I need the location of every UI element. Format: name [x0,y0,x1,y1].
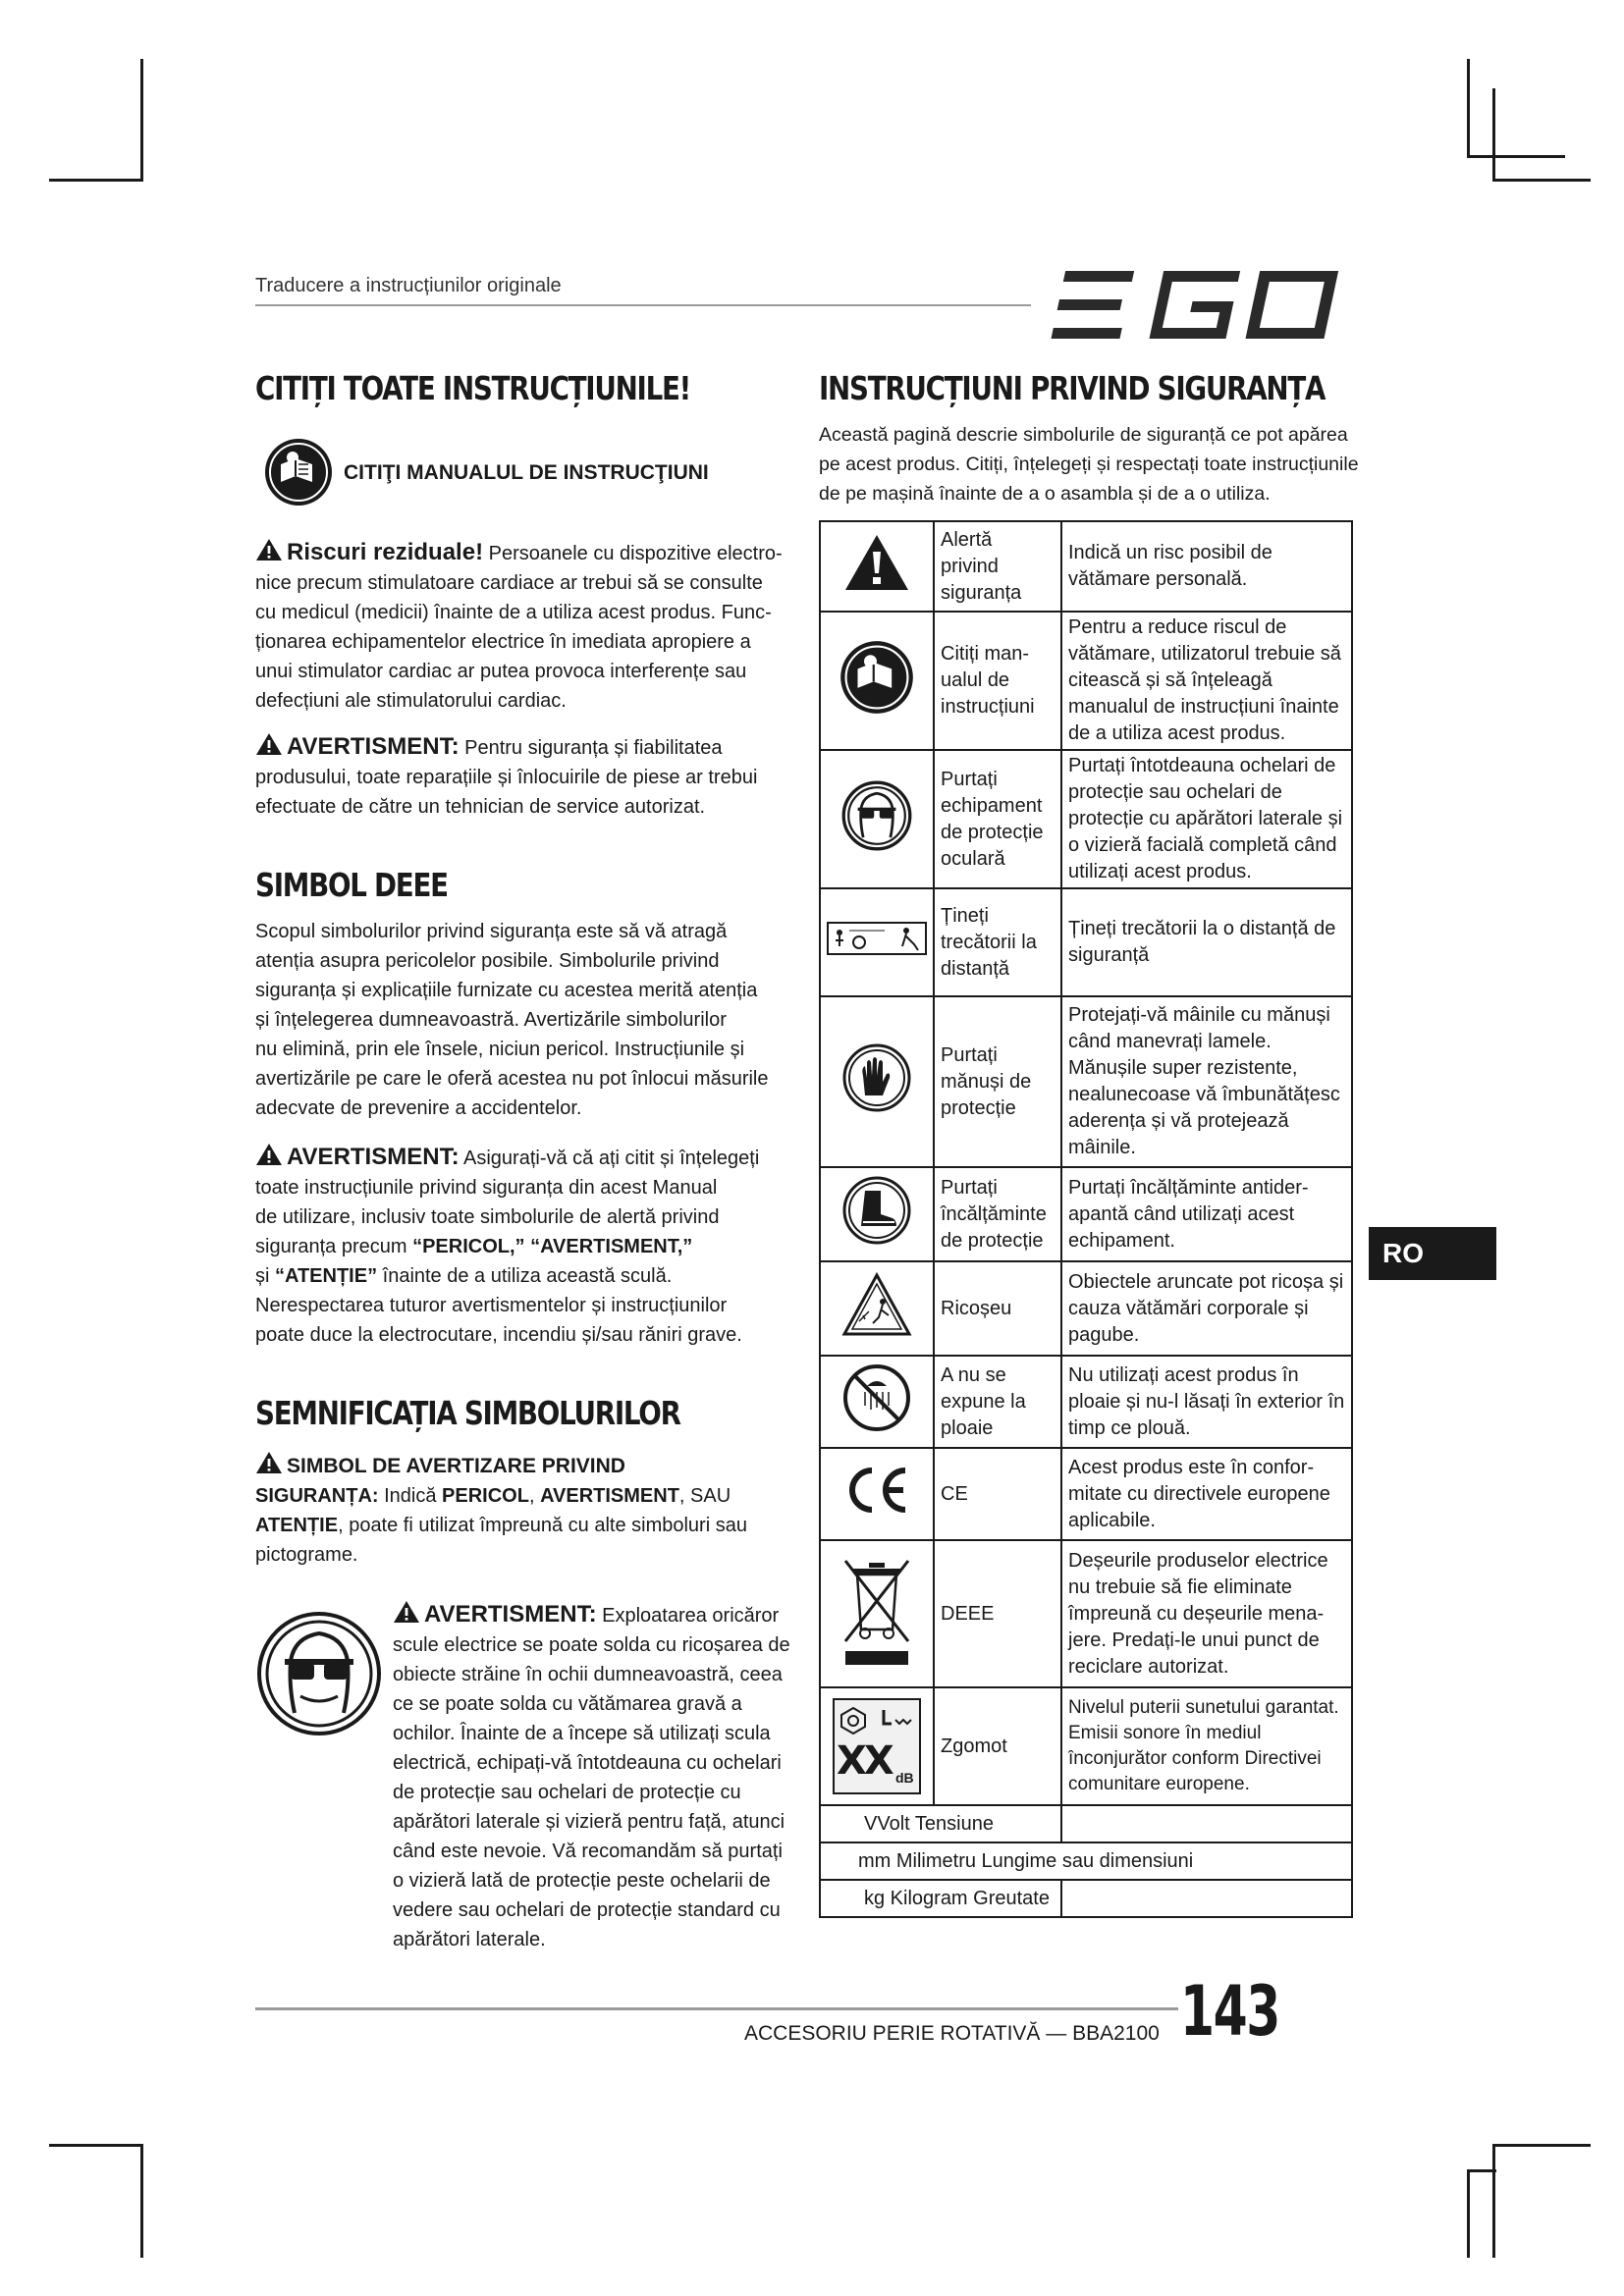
warning-triangle-icon [255,1143,283,1166]
eye-protection-icon [841,780,912,851]
icon-cell [820,996,934,1167]
warning-triangle-icon [255,1451,283,1474]
symbol-description: Țineți trecătorii la o distanță de siguranță [1061,888,1352,996]
keep-bystanders-away-icon [826,919,928,958]
noise-hexagon-icon [839,1706,868,1735]
gloves-icon [841,1042,912,1113]
read-manual-label: CITIŢI MANUALUL DE INSTRUCŢIUNI [344,461,709,484]
icon-cell [820,750,934,888]
icon-cell [820,521,934,612]
unit-cell: VVolt Tensiune [820,1805,1061,1842]
safety-intro-paragraph: Această pagină descrie simbolurile de siguranță ce pot apărea pe acest produs. Citiți, înțelegeți și respectați toate instrucțiunile de pe mașină înainte de a o asambla și de a o utiliza. [819,424,1359,505]
ricochet-icon [841,1272,912,1337]
crop-mark [140,2144,143,2258]
noise-value: XX [837,1738,892,1784]
crop-mark [49,179,143,182]
crop-mark [1492,179,1591,182]
symbol-name: A nu se expune la ploaie [934,1356,1061,1448]
boots-icon [841,1175,912,1246]
crop-mark [49,2144,143,2147]
symbol-description: Protejați-vă mâinile cu mănuși când manevrați lamele. Mănușile super rezistente, nealunecoase vă îmbunătățesc aderența și vă protejează mâinile. [1061,996,1352,1167]
unit-cell: kg Kilogram Greutate [820,1880,1061,1917]
symbol-name: CE [934,1448,1061,1540]
table-row [820,1805,1352,1842]
icon-cell [820,888,934,996]
symbol-name: Alertă privind siguranța [934,521,1061,612]
safety-symbols-table [819,520,1353,1918]
symbol-name: Purtați mănuși de protecție [934,996,1061,1167]
eye-protection-icon [255,1610,383,1737]
footer-rule [255,2007,1178,2010]
symbol-description: Nivelul puterii sunetului garantat. Emisii sonore în mediul înconjurător conform Directivei comunitare europene. [1061,1687,1352,1805]
symbol-description: Pentru a reduce riscul de vătămare, utilizatorul trebuie să citească și să înțeleagă manualul de instrucțiuni înainte de a utiliza acest produs. [1061,612,1352,750]
table-row [820,1261,1352,1356]
symbol-description: Indică un risc posibil de vătămare personală. [1061,521,1352,612]
symbol-description: Purtați încălțăminte antider- apantă când utilizați acest echipament. [1061,1167,1352,1261]
table-row [820,750,1352,888]
warning-service-paragraph: AVERTISMENT: Pentru siguranța și fiabilitatea produsului, toate reparațiile și înlocuirile de piese ar trebui efectuate de către un tehnician de service autorizat. [255,733,758,818]
crop-mark [1467,155,1565,158]
symbol-name: Citiți man- ualul de instrucțiuni [934,612,1061,750]
header-subtitle: Traducere a instrucțiunilor originale [255,275,562,296]
heading-safety-instructions: INSTRUCȚIUNI PRIVIND SIGURANȚA [819,369,1326,407]
residual-risks-lead: Riscuri reziduale! [287,539,484,565]
lwa-label-icon [882,1708,913,1728]
deee-paragraph: Scopul simbolurilor privind siguranța este să vă atragă atenția asupra pericolelor posibile. Simbolurile privind siguranța și explicațiile furnizate cu acestea merită atenția și înțelegerea dumneavoastră. Avertizările simbolurilor nu elimină, prin ele însele, niciun pericol. Instrucțiunile și avertizările pe care le oferă acestea nu pot înlocui măsurile adecvate de prevenire a accidentelor. [255,921,769,1119]
table-row [820,996,1352,1167]
warning-lead: AVERTISMENT: [287,733,460,760]
warning-read-paragraph: AVERTISMENT: Asigurați-vă că ați citit și înțelegeți toate instrucțiunile privind siguranța din acest Manual de utilizare, inclusiv toate simbolurile de alertă privind siguranța precum “PERICOL,” “AVERTISMENT,” și “ATENȚIE” înainte de a utiliza această sculă. Nerespectarea tuturor avertismentelor și instrucțiunilor poate duce la electrocutare, incendiu și/sau răniri grave. [255,1144,760,1346]
language-tab: RO [1369,1227,1496,1280]
symbol-name: DEEE [934,1540,1061,1687]
no-rain-icon [841,1362,912,1433]
crop-mark [1492,2144,1591,2147]
icon-cell [820,1356,934,1448]
alert-symbol-heading: SIMBOL DE AVERTIZARE PRIVIND [287,1455,625,1477]
warning-eye-paragraph: AVERTISMENT: Exploatarea oricăror scule electrice se poate solda cu ricoșarea de obiecte străine în ochii dumneavoastră, ceea ce se poate solda cu vătămarea gravă a ochilor. Înainte de a începe să utilizați scula electrică, echipați-vă întotdeauna cu ochelari de protecție sau ochelari de protecție cu apărători laterale și vizieră pentru față, atunci când este nevoie. Vă recomandăm să purtați o vizieră lată de protecție peste ochelarii de vedere sau ochelari de protecție standard cu apărători laterale. [393,1601,790,1950]
symbol-name: Purtați echipament de protecție oculară [934,750,1061,888]
crop-mark [1467,59,1470,157]
weee-bin-icon [839,1551,914,1669]
residual-risks-paragraph: Riscuri reziduale! Persoanele cu dispozitive electro- nice precum stimulatoare cardiace ar trebui să se consulte cu medicul (medicii) înainte de a utiliza acest produs. Func- ționarea echipamentelor electrice în imediata apropiere a unui stimulator cardiac ar putea provoca interferențe sau defecțiuni ale stimulatorului cardiac. [255,539,783,712]
heading-symbol-meaning: SEMNIFICAȚIA SIMBOLURILOR [255,1394,680,1432]
table-row [820,1540,1352,1687]
icon-cell [820,612,934,750]
header-rule [255,304,1031,306]
symbol-description: Nu utilizați acest produs în ploaie și nu-l lăsați în exterior în timp ce plouă. [1061,1356,1352,1448]
heading-read-all-instructions: CITIȚI TOATE INSTRUCȚIUNILE! [255,369,691,407]
logo-text: EGO [1051,267,1054,268]
noise-level-icon [833,1698,921,1794]
table-row [820,1880,1352,1917]
table-row [820,1687,1352,1805]
icon-cell [820,1687,934,1805]
crop-mark [140,59,143,181]
ego-logo [1051,267,1355,344]
symbol-description: Purtați întotdeauna ochelari de protecție sau ochelari de protecție cu apărători laterale și o vizieră facială completă când utilizați acest produs. [1061,750,1352,888]
footer-product-title: ACCESORIU PERIE ROTATIVĂ — BBA2100 [744,2022,1160,2045]
icon-cell [820,1167,934,1261]
read-manual-icon [839,639,915,716]
noise-unit: dB [895,1770,914,1786]
table-row [820,1356,1352,1448]
table-row [820,1448,1352,1540]
symbol-name: Ricoșeu [934,1261,1061,1356]
symbol-name: Zgomot [934,1687,1061,1805]
symbol-description: Deșeurile produselor electrice nu trebuie să fie eliminate împreună cu deșeurile mena- jere. Predați-le unui punct de reciclare autorizat. [1061,1540,1352,1687]
warning-triangle-icon [393,1600,420,1624]
warning-lead: AVERTISMENT: [287,1144,460,1170]
alert-triangle-icon [842,532,911,593]
unit-cell: mm Milimetru Lungime sau dimensiuni [820,1842,1352,1880]
crop-mark [1467,2171,1470,2258]
heading-deee-symbol: SIMBOL DEEE [255,866,448,904]
table-row [820,521,1352,612]
ce-mark-icon [842,1465,911,1516]
table-row [820,1842,1352,1880]
crop-mark [1467,2169,1496,2172]
warning-triangle-icon [255,732,283,756]
symbol-description: Acest produs este în confor- mitate cu directivele europene aplicabile. [1061,1448,1352,1540]
icon-cell [820,1448,934,1540]
table-row [820,888,1352,996]
read-manual-icon [263,437,334,507]
symbol-description: Obiectele aruncate pot ricoșa și cauza vătămări corporale și pagube. [1061,1261,1352,1356]
symbol-name: Țineți trecătorii la distanță [934,888,1061,996]
warning-lead: AVERTISMENT: [424,1601,597,1628]
alert-symbol-paragraph: SIMBOL DE AVERTIZARE PRIVIND SIGURANȚA: Indică PERICOL, AVERTISMENT, SAU ATENȚIE, poate fi utilizat împreună cu alte simboluri sau pictograme. [255,1451,805,1570]
icon-cell [820,1261,934,1356]
crop-mark [1492,88,1495,181]
table-row [820,612,1352,750]
icon-cell [820,1540,934,1687]
warning-triangle-icon [255,538,283,561]
table-row [820,1167,1352,1261]
symbol-name: Purtați încălțăminte de protecție [934,1167,1061,1261]
page-number: 143 [1180,1971,1279,2052]
crop-mark [1492,2144,1495,2258]
